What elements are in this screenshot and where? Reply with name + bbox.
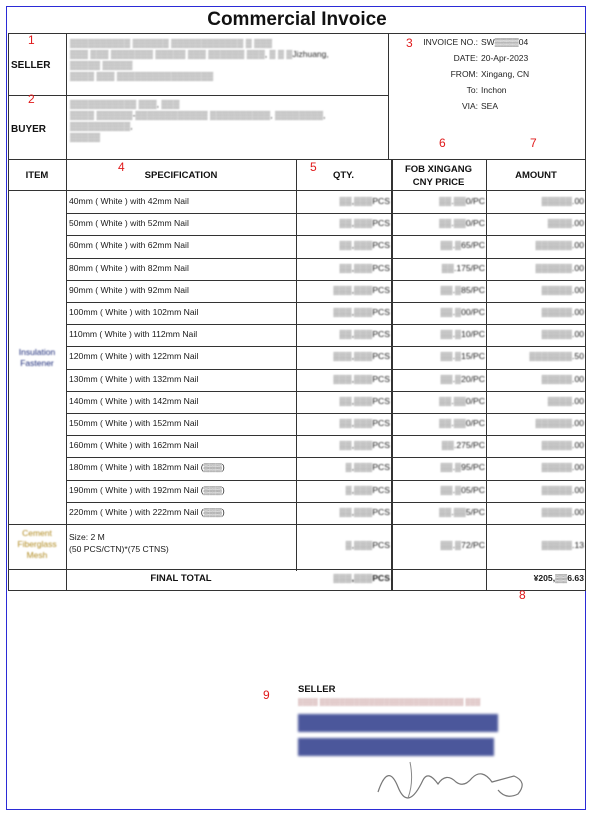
row-amount: ▒▒▒▒▒.00 xyxy=(541,440,584,451)
invoice-no-row: INVOICE NO.: SW▒▒▒▒04 xyxy=(423,37,529,47)
row-qty: ▒▒,▒▒▒PCS xyxy=(339,440,390,451)
marker-9: 9 xyxy=(263,688,270,702)
mesh-price: ▒▒.▒72/PC xyxy=(440,540,485,550)
final-total-qty: ▒▒▒,▒▒▒PCS xyxy=(333,573,390,583)
col-divider-item xyxy=(66,160,67,591)
row-amount: ▒▒▒▒▒.00 xyxy=(541,506,584,517)
row-amount: ▒▒▒▒▒.00 xyxy=(541,196,584,206)
row-qty: ▒,▒▒▒PCS xyxy=(345,462,390,473)
marker-7: 7 xyxy=(530,136,537,150)
row-divider xyxy=(66,280,586,281)
invoice-from-row: FROM: Xingang, CN xyxy=(450,69,530,79)
row-spec: 90mm ( White ) with 92mm Nail xyxy=(69,284,189,295)
row-amount: ▒▒▒▒▒.00 xyxy=(541,329,584,340)
invoice-to-value: Inchon xyxy=(481,85,507,95)
row-spec: 80mm ( White ) with 82mm Nail xyxy=(69,262,189,273)
mesh-spec: Size: 2 M (50 PCS/CTN)*(75 CTNS) xyxy=(69,532,169,554)
row-divider xyxy=(66,302,586,303)
col-divider-qty xyxy=(391,160,393,591)
row-amount: ▒▒▒▒▒.00 xyxy=(541,284,584,295)
col-divider-price xyxy=(486,160,487,591)
handwritten-signature xyxy=(368,742,538,802)
row-price: ▒▒.▒▒0/PC xyxy=(439,218,485,229)
row-spec: 140mm ( White ) with 142mm Nail xyxy=(69,395,199,406)
row-price: ▒▒.175/PC xyxy=(441,262,485,273)
header-specification: SPECIFICATION xyxy=(144,170,218,181)
row-qty: ▒▒▒,▒▒▒PCS xyxy=(333,373,390,384)
header-amount: AMOUNT xyxy=(515,170,557,181)
row-spec: 150mm ( White ) with 152mm Nail xyxy=(69,418,199,428)
final-total-amount: ¥205,▒▒6.63 xyxy=(533,573,584,583)
row-spec: 60mm ( White ) with 62mm Nail xyxy=(69,240,189,251)
row-qty: ▒▒▒,▒▒▒PCS xyxy=(333,351,390,362)
row-price: ▒▒.▒20/PC xyxy=(440,373,485,384)
row-spec: 40mm ( White ) with 42mm Nail xyxy=(69,196,189,206)
row-amount: ▒▒▒▒▒.00 xyxy=(541,373,584,384)
row-spec: 120mm ( White ) with 122mm Nail xyxy=(69,351,199,362)
row-price: ▒▒.▒95/PC xyxy=(440,462,485,473)
buyer-address: ▒▒▒▒▒▒▒▒▒▒▒ ▒▒▒, ▒▒▒ ▒▒▒▒ ▒▒▒▒▒▒-▒▒▒▒▒▒▒▒▒▒▒▒ ▒▒▒▒▒▒▒▒▒▒, ▒▒▒▒▒▒▒▒, ▒▒▒▒▒▒▒▒▒▒, ▒▒▒▒▒ xyxy=(70,99,326,142)
row-price: ▒▒.275/PC xyxy=(441,440,485,451)
row-qty: ▒▒,▒▒▒PCS xyxy=(339,329,390,340)
row-price: ▒▒.▒00/PC xyxy=(440,307,485,317)
invoice-from-value: Xingang, CN xyxy=(481,69,530,79)
row-divider xyxy=(66,346,586,347)
mesh-amount: ▒▒▒▒▒.13 xyxy=(541,540,584,550)
header-col-divider xyxy=(66,33,67,160)
row-spec: 190mm ( White ) with 192mm Nail (▒▒▒) xyxy=(69,484,225,495)
buyer-label: BUYER xyxy=(11,124,47,135)
marker-6: 6 xyxy=(439,136,446,150)
row-qty: ▒▒,▒▒▒PCS xyxy=(339,196,390,206)
invoice-to-row: To: Inchon xyxy=(466,85,507,95)
marker-4: 4 xyxy=(118,160,125,174)
invoice-date-value: 20-Apr-2023 xyxy=(481,53,529,63)
row-price: ▒▒.▒10/PC xyxy=(440,329,485,340)
row-divider xyxy=(66,480,586,481)
row-price: ▒▒.▒▒0/PC xyxy=(439,418,485,428)
row-spec: 180mm ( White ) with 182mm Nail (▒▒▒) xyxy=(69,462,225,473)
row-price: ▒▒.▒▒5/PC xyxy=(439,506,485,517)
header-row-bottom xyxy=(8,190,586,191)
row-divider xyxy=(66,258,586,259)
row-spec: 130mm ( White ) with 132mm Nail xyxy=(69,373,199,384)
signature-company-line: ▒▒▒▒ ▒▒▒▒▒▒▒▒▒▒▒▒▒▒▒▒▒▒▒▒▒▒▒▒▒▒▒▒▒ ▒▒▒ xyxy=(298,699,481,706)
row-spec: 160mm ( White ) with 162mm Nail xyxy=(69,440,199,451)
marker-8: 8 xyxy=(519,588,526,602)
seller-address: ▒▒▒▒▒▒▒▒▒▒ ▒▒▒▒▒▒ ▒▒▒▒▒▒▒▒▒▒▒▒ ▒ ▒▒▒ ▒▒▒ ▒▒▒ ▒▒▒▒▒▒▒ ▒▒▒▒▒ ▒▒▒ ▒▒▒▒▒▒ ▒▒▒, ▒ ▒ ▒Jizhuang, ▒▒▒▒▒ ▒▒▒▒▒ ▒▒▒▒ ▒▒▒ ▒▒▒▒▒▒▒▒▒▒▒▒▒▒▒▒ xyxy=(70,38,329,81)
header-price: FOB XINGANG CNY PRICE xyxy=(404,164,473,188)
row-amount: ▒▒▒▒▒▒▒.50 xyxy=(529,351,584,362)
row-divider xyxy=(66,435,586,436)
row-divider xyxy=(66,369,586,370)
row-qty: ▒▒,▒▒▒PCS xyxy=(339,240,390,251)
row-price: ▒▒.▒65/PC xyxy=(440,240,485,251)
company-stamp-line-1 xyxy=(298,714,498,732)
row-amount: ▒▒▒▒▒▒.00 xyxy=(535,262,584,273)
row-amount: ▒▒▒▒▒.00 xyxy=(541,462,584,473)
signature-block xyxy=(298,684,548,804)
row-qty: ▒,▒▒▒PCS xyxy=(345,484,390,495)
document-title: Commercial Invoice xyxy=(207,9,387,30)
row-spec: 100mm ( White ) with 102mm Nail xyxy=(69,307,199,317)
row-price: ▒▒.▒05/PC xyxy=(440,484,485,495)
invoice-via-row: VIA: SEA xyxy=(461,101,499,111)
total-row-top xyxy=(8,569,586,570)
row-divider xyxy=(66,324,586,325)
row-amount: ▒▒▒▒▒.00 xyxy=(541,307,584,317)
row-amount: ▒▒▒▒.00 xyxy=(547,395,584,406)
item-group-insulation-fastener: Insulation Fastener xyxy=(18,347,56,368)
row-amount: ▒▒▒▒▒▒.00 xyxy=(535,240,584,251)
final-total-label: FINAL TOTAL xyxy=(150,573,212,584)
row-qty: ▒▒,▒▒▒PCS xyxy=(339,218,390,229)
row-divider xyxy=(66,502,586,503)
marker-2: 2 xyxy=(28,92,35,106)
invoice-no-value: SW▒▒▒▒04 xyxy=(481,37,529,47)
row-qty: ▒▒,▒▒▒PCS xyxy=(339,262,390,273)
row-divider xyxy=(66,413,586,414)
mesh-qty: ▒,▒▒▒PCS xyxy=(345,540,390,550)
marker-3: 3 xyxy=(406,36,413,50)
row-divider xyxy=(66,235,586,236)
row-amount: ▒▒▒▒.00 xyxy=(547,218,584,229)
row-qty: ▒▒,▒▒▒PCS xyxy=(339,506,390,517)
row-price: ▒▒.▒85/PC xyxy=(440,284,485,295)
header-qty: QTY. xyxy=(332,170,355,181)
row-qty: ▒▒,▒▒▒PCS xyxy=(339,395,390,406)
marker-5: 5 xyxy=(310,160,317,174)
row-spec: 110mm ( White ) with 112mm Nail xyxy=(69,329,198,340)
row-spec: 220mm ( White ) with 222mm Nail (▒▒▒) xyxy=(69,506,225,517)
mesh-row-top xyxy=(8,524,586,525)
row-divider xyxy=(66,391,586,392)
signature-seller-label: SELLER xyxy=(298,684,336,695)
header-item: ITEM xyxy=(25,170,49,181)
row-spec: 50mm ( White ) with 52mm Nail xyxy=(69,218,189,229)
row-qty: ▒▒,▒▒▒PCS xyxy=(339,418,390,428)
item-group-cement-mesh: Cement Fiberglass Mesh xyxy=(17,528,57,560)
row-qty: ▒▒▒,▒▒▒PCS xyxy=(333,284,390,295)
row-qty: ▒▒▒,▒▒▒PCS xyxy=(333,307,390,317)
row-divider xyxy=(66,213,586,214)
invoice-via-value: SEA xyxy=(481,101,499,111)
row-amount: ▒▒▒▒▒.00 xyxy=(541,484,584,495)
marker-1: 1 xyxy=(28,33,35,47)
seller-label: SELLER xyxy=(11,60,51,71)
seller-buyer-divider xyxy=(8,95,388,96)
row-price: ▒▒.▒▒0/PC xyxy=(439,196,485,206)
row-divider xyxy=(66,457,586,458)
row-amount: ▒▒▒▒▒▒.00 xyxy=(535,418,584,428)
col-divider-spec xyxy=(296,160,297,571)
invoice-date-row: DATE: 20-Apr-2023 xyxy=(453,53,529,63)
row-price: ▒▒.▒▒0/PC xyxy=(439,395,485,406)
row-price: ▒▒.▒15/PC xyxy=(440,351,485,362)
